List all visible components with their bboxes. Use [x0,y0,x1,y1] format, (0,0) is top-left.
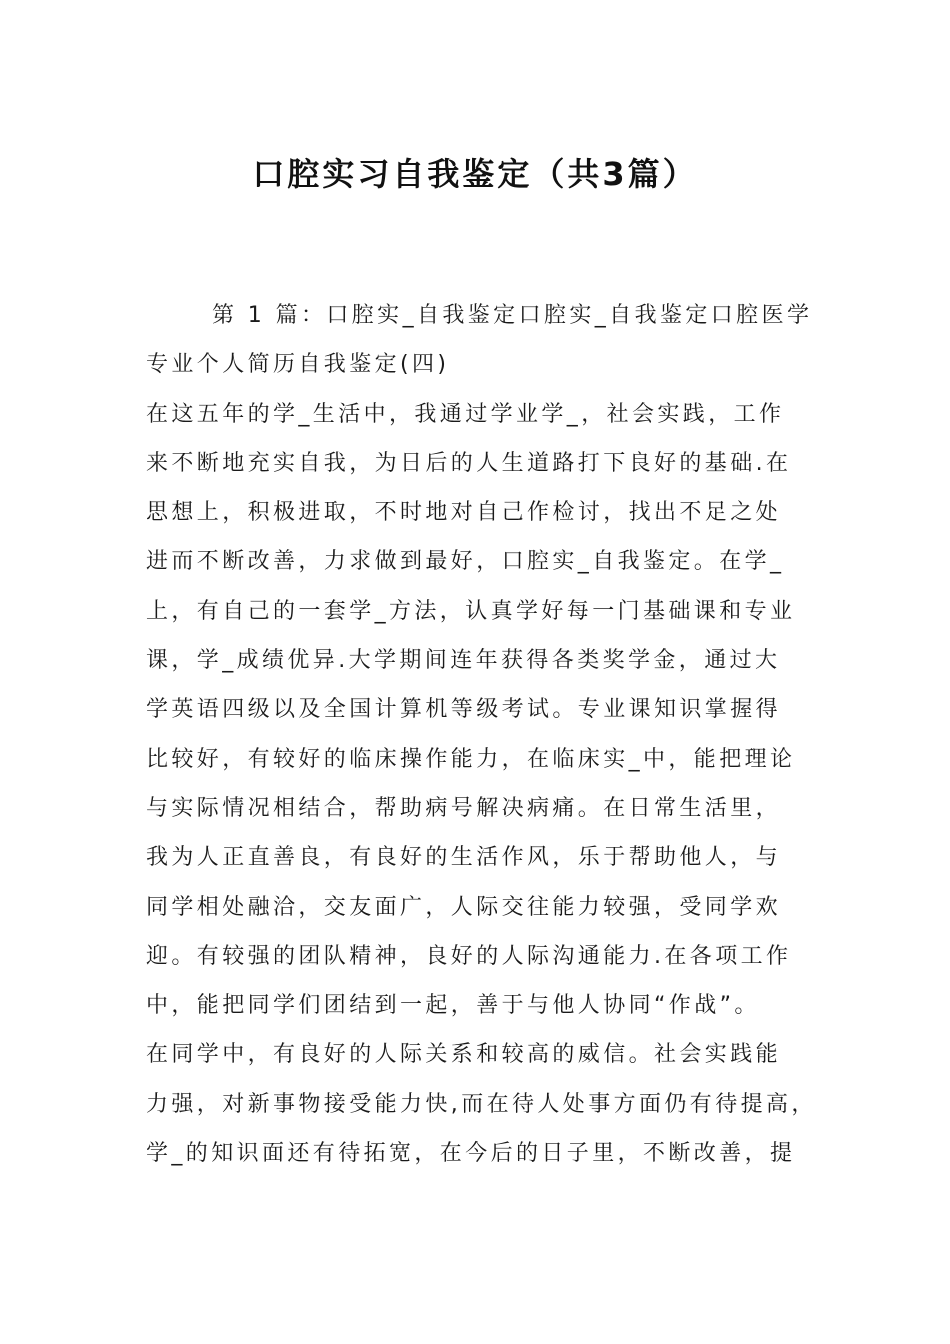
paragraph-line: 力强，对新事物接受能力快,而在待人处事方面仍有待提高， [146,1091,817,1117]
paragraph-line: 与实际情况相结合，帮助病号解决病痛。在日常生活里， [146,795,782,821]
paragraph-line: 学_的知识面还有待拓宽，在今后的日子里，不断改善，提 [146,1141,796,1167]
paragraph-line: 上，有自己的一套学_方法，认真学好每一门基础课和专业 [146,598,796,624]
document-title: 口腔实习自我鉴定（共3篇） [252,155,698,193]
paragraph-line: 中，能把同学们团结到一起，善于与他人协同“作战”。 [146,993,760,1019]
paragraph-line: 第 1 篇：口腔实_自我鉴定口腔实_自我鉴定口腔医学 [212,303,813,328]
paragraph-line: 来不断地充实自我，为日后的人生道路打下良好的基础.在 [146,450,792,476]
paragraph-line: 在这五年的学_生活中，我通过学业学_，社会实践，工作 [146,401,785,427]
paragraph-line: 我为人正直善良，有良好的生活作风，乐于帮助他人，与 [146,845,782,871]
paragraph-line: 进而不断改善，力求做到最好，口腔实_自我鉴定。在学_ [146,549,785,575]
paragraph-line: 课，学_成绩优异.大学期间连年获得各类奖学金，通过大 [146,648,781,674]
document-body [146,291,816,1178]
paragraph-line: 同学相处融洽，交友面广，人际交往能力较强，受同学欢 [146,894,782,920]
paragraph-line: 专业个人简历自我鉴定(四) [146,352,450,378]
paragraph-line: 比较好，有较好的临床操作能力，在临床实_中，能把理论 [146,746,796,772]
paragraph-line: 迎。有较强的团队精神，良好的人际沟通能力.在各项工作 [146,943,792,969]
paragraph-line: 思想上，积极进取，不时地对自己作检讨，找出不足之处 [146,500,782,526]
paragraph-line: 在同学中，有良好的人际关系和较高的威信。社会实践能 [146,1042,782,1068]
paragraph-line: 学英语四级以及全国计算机等级考试。专业课知识掌握得 [146,697,782,723]
